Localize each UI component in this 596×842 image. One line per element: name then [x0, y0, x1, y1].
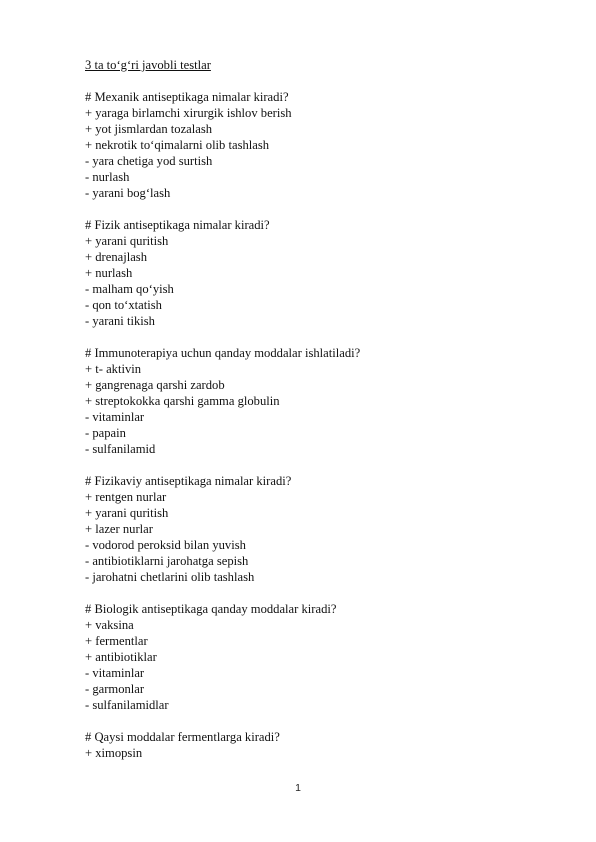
answer-option: - antibiotiklarni jarohatga sepish [85, 554, 249, 568]
answer-option: - sulfanilamidlar [85, 698, 169, 712]
answer-option: + yarani quritish [85, 506, 169, 520]
page-number: 1 [295, 782, 301, 794]
document-body [85, 57, 565, 761]
answer-option: + fermentlar [85, 634, 148, 648]
question-text: # Mexanik antiseptikaga nimalar kiradi? [85, 90, 289, 104]
document-title: 3 ta to‘g‘ri javobli testlar [85, 58, 211, 72]
question-block [85, 473, 565, 585]
answer-option: + yaraga birlamchi xirurgik ishlov berish [85, 106, 292, 120]
answer-option: - vodorod peroksid bilan yuvish [85, 538, 246, 552]
answer-option: + vaksina [85, 618, 134, 632]
answer-option: - nurlash [85, 170, 130, 184]
answer-option: - yarani bog‘lash [85, 186, 171, 200]
answer-option: + nekrotik to‘qimalarni olib tashlash [85, 138, 270, 152]
answer-option: + lazer nurlar [85, 522, 153, 536]
answer-option: - yara chetiga yod surtish [85, 154, 213, 168]
question-block [85, 217, 565, 329]
question-text: # Fizik antiseptikaga nimalar kiradi? [85, 218, 270, 232]
answer-option: - yarani tikish [85, 314, 155, 328]
answer-option: + antibiotiklar [85, 650, 157, 664]
question-text: # Immunoterapiya uchun qanday moddalar ishlatiladi? [85, 346, 361, 360]
spacer [85, 457, 565, 473]
answer-option: + streptokokka qarshi gamma globulin [85, 394, 280, 408]
answer-option: + yarani quritish [85, 234, 169, 248]
answer-option: - jarohatni chetlarini olib tashlash [85, 570, 255, 584]
spacer [85, 585, 565, 601]
spacer [85, 201, 565, 217]
answer-option: - papain [85, 426, 126, 440]
question-text: # Fizikaviy antiseptikaga nimalar kiradi? [85, 474, 292, 488]
answer-option: + rentgen nurlar [85, 490, 167, 504]
answer-option: - vitaminlar [85, 666, 145, 680]
question-text: # Biologik antiseptikaga qanday moddalar kiradi? [85, 602, 337, 616]
question-block [85, 89, 565, 201]
answer-option: + t- aktivin [85, 362, 142, 376]
answer-option: - malham qo‘yish [85, 282, 174, 296]
answer-option: - garmonlar [85, 682, 145, 696]
spacer [85, 713, 565, 729]
answer-option: + nurlash [85, 266, 133, 280]
answer-option: + ximopsin [85, 746, 143, 760]
answer-option: + gangrenaga qarshi zardob [85, 378, 225, 392]
question-block [85, 345, 565, 457]
answer-option: - vitaminlar [85, 410, 145, 424]
answer-option: + drenajlash [85, 250, 148, 264]
answer-option: + yot jismlardan tozalash [85, 122, 213, 136]
question-block [85, 601, 565, 713]
answer-option: - qon to‘xtatish [85, 298, 162, 312]
spacer [85, 73, 565, 89]
spacer [85, 329, 565, 345]
question-block [85, 729, 565, 761]
answer-option: - sulfanilamid [85, 442, 156, 456]
question-text: # Qaysi moddalar fermentlarga kiradi? [85, 730, 280, 744]
